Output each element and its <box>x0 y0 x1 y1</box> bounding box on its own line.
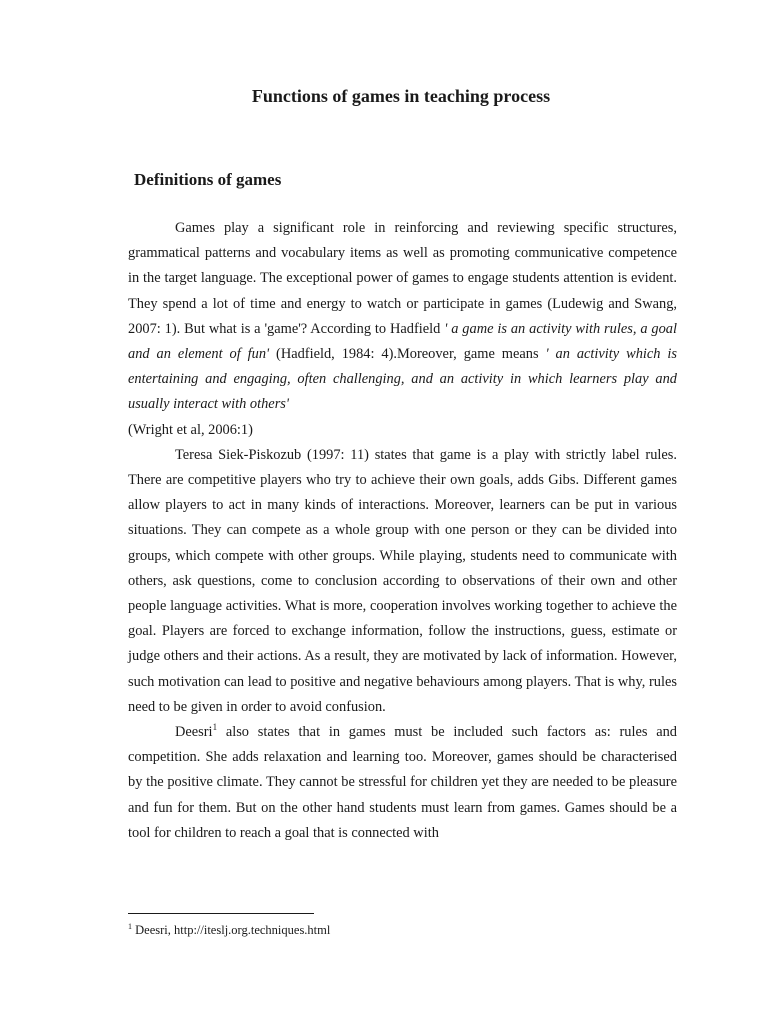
footnote <box>128 922 330 938</box>
paragraph-2: Teresa Siek-Piskozub (1997: 11) states that game is a play with strictly label rules. There are competitive players who try to achieve their own goals, adds Gibs. Different games allow players to act in many kinds of interactions. Moreover, learners can be put in various situations. They can compete as a whole group with one person or they can be divided into groups, which compete with other groups. While playing, students need to communicate with others, ask questions, come to conclusion according to observations of their own and other people language activities. What is more, cooperation involves working together to achieve the goal. Players are forced to exchange information, follow the instructions, guess, estimate or judge others and their actions. As a result, they are motivated by lack of information. However, such motivation can lead to positive and negative behaviours among players. That is why, rules need to be given in order to avoid confusion. <box>128 446 677 715</box>
paragraph-1-text-b: (Hadfield, 1984: 4).Moreover, game means <box>269 346 546 363</box>
page-title: Functions of games in teaching process <box>251 86 551 106</box>
footnote-reference: 1 <box>212 722 218 733</box>
hadfield-quote: ' a game is an activity with rules, a goal and an element of fun' <box>128 320 677 363</box>
paragraph-3 <box>128 720 677 846</box>
paragraph-1-text-a: Games play a significant role in reinforcing and reviewing specific structures, grammatical patterns and vocabulary items as well as promoting communicative competence in the target language. The exceptional power of games to engage students attention is evident. They spend a lot of time and energy to watch or participate in games (Ludewig and Swang, 2007: 1). But what is a 'game'? According to Hadfield <box>128 220 677 337</box>
footnote-text: Deesri, http://iteslj.org.techniques.html <box>132 923 331 937</box>
paragraph-1-citation: (Wright et al, 2006:1) <box>128 421 253 438</box>
footnote-divider <box>128 913 314 914</box>
wright-quote: ' an activity which is entertaining and engaging, often challenging, and an activity in which learners play and usually interact with others' <box>128 346 677 413</box>
section-heading: Definitions of games <box>134 170 282 189</box>
body-text <box>128 216 677 846</box>
paragraph-3-text: also states that in games must be included such factors as: rules and competition. She adds relaxation and learning too. Moreover, games should be characterised by the positive climate. They cannot be stressful for children yet they are needed to be pleasure and fun for them. But on the other hand students must learn from games. Games should be a tool for children to reach a goal that is connected with <box>128 724 677 841</box>
paragraph-3-author: Deesri <box>175 724 213 741</box>
paragraph-1 <box>128 216 677 418</box>
footnote-marker: 1 <box>128 922 132 931</box>
